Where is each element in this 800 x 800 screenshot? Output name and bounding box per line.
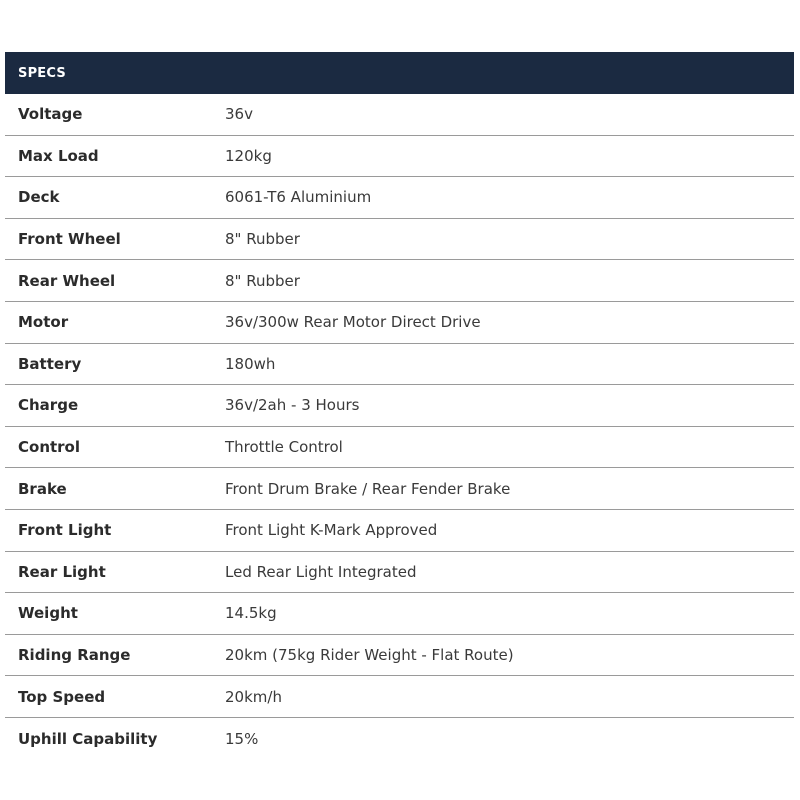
spec-row	[5, 136, 794, 178]
spec-value: 180wh	[225, 354, 276, 373]
spec-label: Charge	[18, 396, 79, 415]
spec-label: Front Light	[18, 521, 112, 540]
spec-value: 8" Rubber	[225, 230, 300, 249]
spec-value: 8" Rubber	[225, 271, 300, 290]
spec-row	[5, 177, 794, 219]
spec-value: 36v/2ah - 3 Hours	[225, 396, 360, 415]
spec-label: Rear Wheel	[18, 271, 116, 290]
spec-value: 15%	[225, 729, 259, 748]
spec-value: 36v/300w Rear Motor Direct Drive	[225, 313, 481, 332]
spec-label: Max Load	[18, 146, 99, 165]
spec-label: Riding Range	[18, 646, 131, 665]
spec-row	[5, 676, 794, 718]
spec-row	[5, 718, 794, 760]
specs-table	[5, 52, 794, 760]
spec-label: Battery	[18, 354, 82, 373]
spec-value: Led Rear Light Integrated	[225, 562, 417, 581]
spec-row	[5, 219, 794, 261]
spec-label: Uphill Capability	[18, 729, 158, 748]
spec-value: 14.5kg	[225, 604, 277, 623]
spec-row	[5, 635, 794, 677]
specs-header	[5, 52, 794, 94]
spec-label: Control	[18, 438, 81, 457]
spec-value: Front Drum Brake / Rear Fender Brake	[225, 479, 511, 498]
spec-value: Front Light K-Mark Approved	[225, 521, 438, 540]
spec-label: Brake	[18, 479, 67, 498]
spec-row	[5, 468, 794, 510]
spec-label: Deck	[18, 188, 60, 207]
spec-label: Voltage	[18, 105, 83, 124]
spec-row	[5, 552, 794, 594]
spec-value: 36v	[225, 105, 253, 124]
spec-row	[5, 510, 794, 552]
spec-row	[5, 302, 794, 344]
spec-value: Throttle Control	[225, 438, 343, 457]
spec-row	[5, 344, 794, 386]
spec-value: 6061-T6 Aluminium	[225, 188, 372, 207]
spec-row	[5, 427, 794, 469]
specs-rows	[5, 94, 794, 760]
spec-row	[5, 260, 794, 302]
spec-row	[5, 385, 794, 427]
spec-row	[5, 94, 794, 136]
specs-header-title: SPECS	[18, 65, 66, 81]
spec-value: 20km (75kg Rider Weight - Flat Route)	[225, 646, 514, 665]
spec-label: Top Speed	[18, 687, 106, 706]
spec-value: 120kg	[225, 146, 272, 165]
spec-label: Weight	[18, 604, 78, 623]
spec-label: Front Wheel	[18, 230, 121, 249]
spec-row	[5, 593, 794, 635]
spec-value: 20km/h	[225, 687, 282, 706]
spec-label: Motor	[18, 313, 69, 332]
spec-label: Rear Light	[18, 562, 106, 581]
